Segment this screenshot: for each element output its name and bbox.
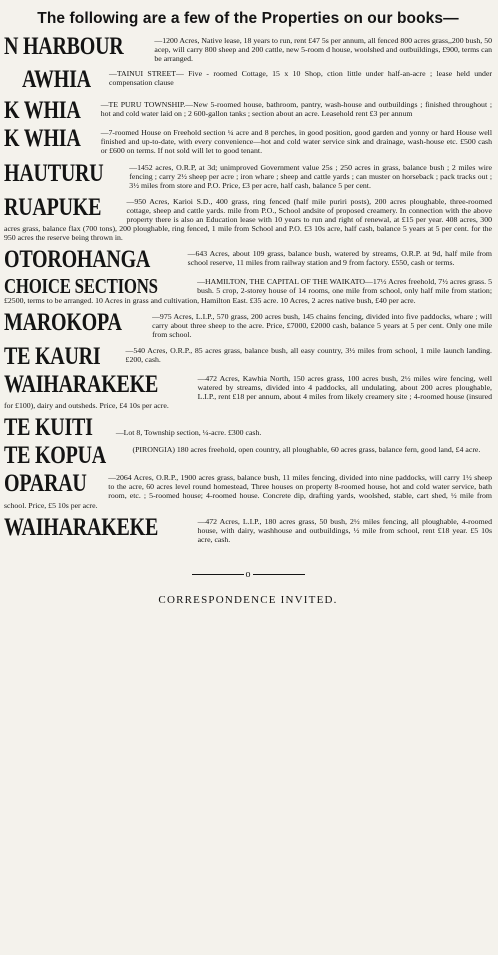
listing-text: —Lot 8, Township section, ¼-acre. £300 cash.: [115, 428, 262, 438]
property-listing-8: [4, 277, 492, 304]
listing-title: WAIHARAKEKE: [4, 373, 159, 398]
property-listing-10: [4, 346, 492, 367]
listing-text: —TAINUI STREET— Five - roomed Cottage, 15 x 10 Shop, ction little under half-an-acre ; lease held under compensation clause: [109, 69, 492, 88]
listing-text: —472 Acres, Kawhia North, 150 acres grass, 100 acres bush, 2½ miles wire fencing, well watered by streams, divided into 4 paddocks, all undulating, about 200 acres ploughable, L.I.P., rent £18 per annum, about 4 miles from likely creamery site ; 4-roomed house (insured for £100), dairy and outsheds. Price, £4 10s per acre.: [4, 373, 492, 411]
property-listing-5: [4, 163, 492, 190]
property-listing-7: [4, 249, 492, 270]
property-listing-13: [4, 445, 492, 466]
listing-title: TE KUITI: [4, 417, 93, 439]
listing-title: MAROKOPA: [4, 311, 122, 336]
listing-text: —1200 Acres, Native lease, 18 years to run, rent £47 5s per annum, all fenced 800 acres grass,,200 bush, 50 acep, will carry 800 sheep and 200 cattle, new 5-room d house, woolshed and outbuildings, £900, terms can be arranged.: [154, 36, 492, 64]
property-listing-9: [4, 312, 492, 339]
listing-title: TE KOPUA: [4, 445, 106, 467]
listing-title: N HARBOUR: [4, 36, 124, 60]
listing-text: —950 Acres, Karioi S.D., 400 grass, ring fenced (half mile puriri posts), 200 acres ploughable, three-roomed cottage, sheep and cattle yards. mile from P.O., School andsite of proposed creamery. In connection with the above property there is also an Education lease with 10 years to run and right of renewal, at £15 per year. 408 acres, 300 acres grass, balance flax (700 tons), 200 ploughable, ring fenced, 1 mile from School and P.O. £3 10s acre, half cash, balance 5 years at 5 per cent. for the 950 acres the reserve being thrown in.: [4, 196, 492, 243]
listing-text: —975 Acres, L.I.P., 570 grass, 200 acres bush, 145 chains fencing, divided into five paddocks, whare ; will carry about three sheep to the acre. Price, £7000, £2000 cash, balance 5 years at 5 per cent. Only one mile from school.: [152, 311, 492, 339]
property-listing-12: [4, 417, 492, 438]
divider-ornament-icon: o: [245, 568, 251, 580]
property-listing-4: [4, 128, 492, 155]
listing-text: (PIRONGIA) 180 acres freehold, open country, all ploughable, 60 acres grass, balance fern, good land, £4 acre.: [132, 445, 481, 455]
footer-text: CORRESPONDENCE INVITED.: [158, 593, 338, 606]
listing-text: —472 Acres, L.I.P., 180 acres grass, 50 bush, 2½ miles fencing, all ploughable, 4-roomed house, with dairy, washhouse and outbuildings, ½ mile from school, rent £18 year. £5 10s acre, cash.: [197, 516, 492, 544]
listing-text: —TE PURU TOWNSHIP.—New 5-roomed house, bathroom, pantry, wash-house and outbuildings ; finished throughout ; hot and cold water laid on ; 2 600-gallon tanks ; section about an acre. Leasehold rent £3 per annum: [100, 100, 492, 119]
property-listing-1: [4, 36, 492, 63]
property-listing-14: [4, 473, 492, 509]
divider-rule-right: [253, 574, 305, 575]
page-header: The following are a few of the Properties on our books—: [37, 10, 459, 27]
listing-title: AWHIA: [22, 69, 91, 91]
listing-title: OPARAU: [4, 473, 87, 498]
listing-title: HAUTURU: [4, 162, 104, 187]
listing-title: K WHIA: [4, 100, 81, 122]
listing-title: OTOROHANGA: [4, 249, 151, 271]
property-listing-6: [4, 197, 492, 242]
listing-text: —643 Acres, about 109 grass, balance bush, watered by streams, O.R.P. at 9d, half mile from school reserve, 11 miles from railway station and 9 from factory. £550, cash or terms.: [187, 249, 492, 268]
property-listing-2: [4, 69, 492, 90]
listing-text: —1452 acres, O.R.P, at 3d; unimproved Government value 25s ; 250 acres in grass, balance bush ; 2 miles wire fencing ; carry 2½ sheep per acre ; iron whare ; sheep and cattle yards ; can muster on horseback ; pack tracks out ; 3½ miles from store and P.O. Price, £3 per acre, half cash, balance 5 per cent.: [129, 162, 492, 190]
listing-title: RUAPUKE: [4, 196, 102, 221]
listing-text: —7-roomed House on Freehold section ¼ acre and 8 perches, in good position, good garden and yonny or hard House well finished and up-to-date, with every convenience—hot and cold water service sink and drainage, wash-house etc. £500 cash or £600 on terms. If not sold will let to good tenant.: [100, 128, 492, 156]
listing-text: —2064 Acres, O.R.P., 1900 acres grass, balance bush, 11 miles fencing, divided into nine paddocks, will carry 1½ sheep to the acre, 60 acres level round homestead, Three houses on property 8-roomed house, hot and cold water service, bath room, etc. ; 5-roomed house; 4-roomed house. Concrete dip, drafting yards, woolshed, stable, cart shed, ½ mile from school. Price, £5 10s per acre.: [4, 473, 492, 510]
listing-title: TE KAURI: [4, 345, 101, 367]
property-listing-15: [4, 517, 492, 544]
property-listing-11: [4, 374, 492, 410]
section-divider: [4, 570, 492, 580]
listing-title: K WHIA: [4, 128, 81, 153]
divider-rule-left: [192, 574, 244, 575]
listing-title: CHOICE SECTIONS: [4, 277, 158, 299]
property-listing-3: [4, 100, 492, 121]
listing-text: —HAMILTON, THE CAPITAL OF THE WAIKATO—17½ Acres freehold, 7½ acres grass. 5 bush. 5 crop, 2-storey house of 14 rooms, one mile from school, only half mile from station; £2500, terms to be arranged. 10 Acres in grass and cultivation, Hamilton East. £35 acre. 10 Acres, 2 acres native bush, £40 per acre.: [4, 277, 492, 305]
listing-title: WAIHARAKEKE: [4, 516, 159, 541]
listing-text: —540 Acres, O.R.P., 85 acres grass, balance bush, all easy country, 3½ miles from school, 1 mile launch landing. £200, cash.: [125, 345, 492, 364]
